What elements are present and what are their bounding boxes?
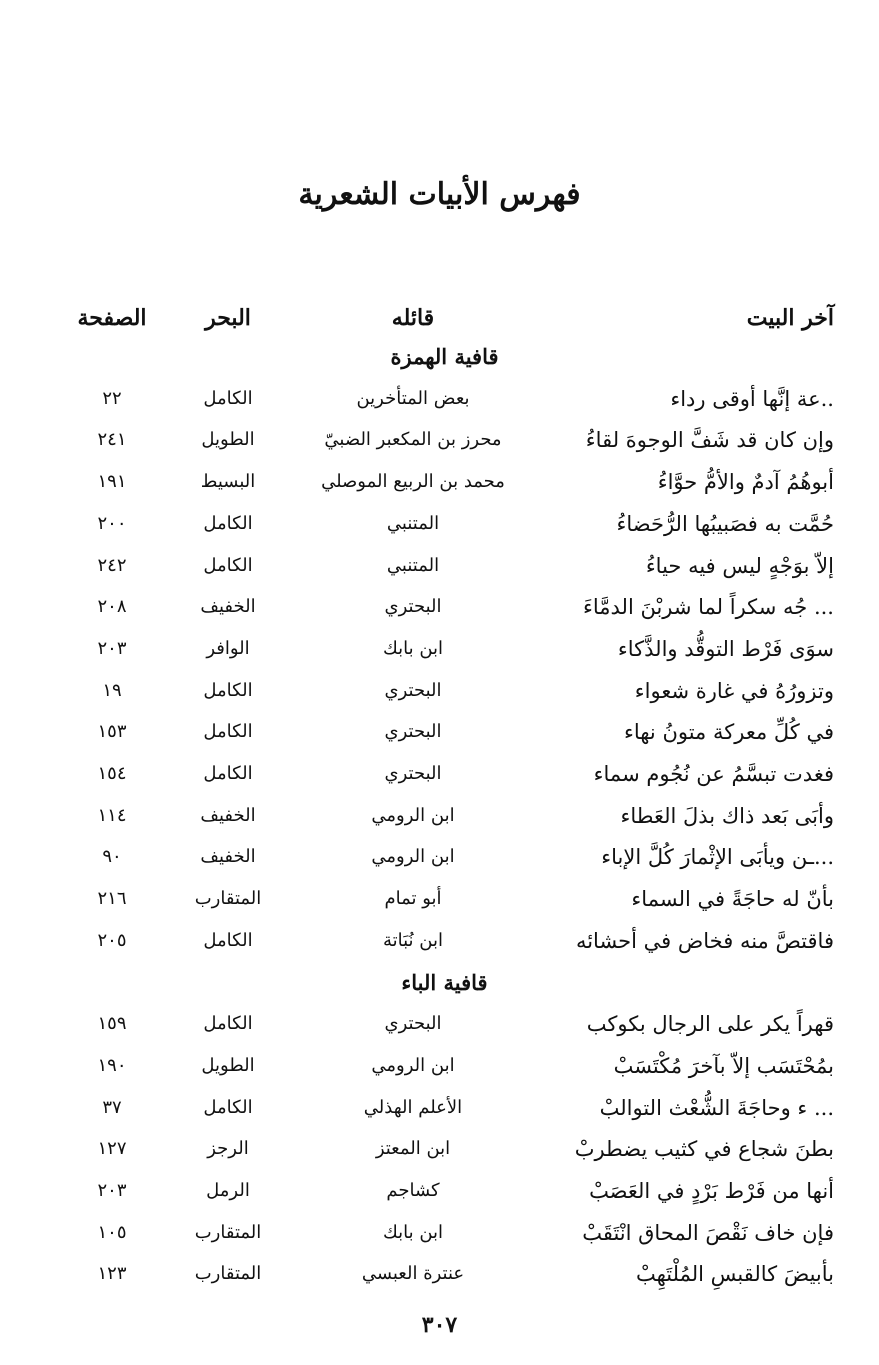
poet-name: بعض المتأخرين [356, 387, 470, 409]
poet-name: المتنبي [386, 554, 440, 576]
meter-name: الطويل [201, 429, 255, 451]
table-row [0, 629, 879, 669]
page-ref: ١٢٧ [97, 1138, 127, 1160]
table-row [0, 546, 879, 586]
verse-text: وتزورُهُ في غارة شعواء [634, 678, 834, 703]
verse-text: أنها من فَرْط بَرْدٍ في العَصَبْ [589, 1179, 834, 1203]
verse-text: قهراً يكر على الرجال بكوكب [586, 1012, 834, 1037]
table-row [0, 754, 879, 794]
table-row [0, 1129, 879, 1169]
poet-name: البحتري [384, 763, 442, 784]
poet-name: ابن الرومي [371, 804, 455, 826]
page-ref: ١٩ [102, 679, 122, 701]
table-row [0, 379, 879, 419]
header-verse: آخر البيت [746, 305, 834, 331]
poet-name: أبو تمام [384, 888, 442, 910]
page-ref: ٢٠٥ [97, 929, 127, 951]
meter-name: الخفيف [200, 846, 256, 868]
poet-name: البحتري [384, 721, 442, 743]
verse-text: فإن خاف نَقْصَ المحاق انْتَقَبْ [582, 1220, 834, 1245]
page-ref: ٢٠٣ [97, 637, 127, 659]
table-row [0, 462, 879, 502]
poet-name: ابن الرومي [371, 846, 455, 868]
table-row [0, 796, 879, 836]
verse-text: بمُحْتَسَب إلاّ بآخرَ مُكْتَسَبْ [613, 1053, 834, 1078]
verse-text: فاقتصَّ منه فخاض في أحشائه [575, 928, 834, 953]
verse-text: حُمَّت به فصَبيبُها الرُّحَضاءُ [616, 511, 834, 536]
verse-text: بأنّ له حاجَةً في السماء [631, 887, 834, 912]
poet-name: ابن بابك [382, 1221, 444, 1243]
section-heading [0, 337, 879, 377]
page-ref: ٢٢ [102, 387, 122, 409]
verse-text: بطنَ شجاع في كثيب يضطربْ [574, 1137, 834, 1162]
page-ref: ١١٤ [97, 804, 127, 826]
table-row [0, 1213, 879, 1253]
poet-name: عنترة العبسي [361, 1263, 465, 1285]
page-ref: ٣٧ [102, 1096, 122, 1118]
verse-text: ... ء وحاجَةَ الشُّعْث التوالبْ [599, 1095, 834, 1120]
poet-name: ابن الرومي [371, 1054, 455, 1076]
verse-text: سوَى فَرْط التوقُّد والذَّكاء [617, 636, 834, 661]
meter-name: المتقارب [194, 1263, 262, 1285]
page-ref: ٢٠٨ [97, 596, 127, 618]
verse-text: في كُلِّ معركة متونُ نهاء [623, 720, 834, 745]
page-ref: ١٢٣ [97, 1263, 127, 1285]
poet-name: محرز بن المكعبر الضبيّ [324, 429, 502, 451]
poet-name: الأعلم الهذلي [363, 1096, 463, 1118]
poet-name: محمد بن الربيع الموصلي [321, 471, 505, 493]
table-row [0, 1004, 879, 1044]
poet-name: المتنبي [386, 512, 440, 534]
meter-name: البسيط [200, 471, 256, 493]
poet-name: البحتري [384, 1013, 442, 1035]
table-row [0, 712, 879, 752]
page-ref: ١٥٣ [97, 721, 127, 743]
meter-name: المتقارب [194, 1221, 262, 1243]
page-ref: ٩٠ [102, 846, 122, 868]
meter-name: الكامل [203, 1013, 253, 1035]
meter-name: المتقارب [194, 888, 262, 910]
table-row [0, 1254, 879, 1294]
table-row [0, 671, 879, 711]
page-ref: ١٥٩ [97, 1013, 127, 1035]
header-meter: البحر [205, 305, 251, 331]
poet-name: ابن بابك [382, 637, 444, 659]
meter-name: الطويل [201, 1054, 255, 1076]
page-ref: ١٩١ [97, 471, 127, 493]
poet-name: البحتري [384, 679, 442, 701]
section-heading [0, 963, 879, 1003]
header-poet: قائله [391, 305, 435, 331]
page-ref: ٢٠٠ [97, 512, 127, 534]
table-row [0, 1171, 879, 1211]
table-row [0, 1046, 879, 1086]
section-label: قافية الباء [401, 969, 488, 995]
meter-name: الكامل [203, 512, 253, 534]
meter-name: الكامل [203, 387, 253, 409]
verse-text: ... جُه سكراً لما شربْنَ الدمَّاءَ [583, 595, 834, 620]
table-row [0, 504, 879, 544]
page-title: فهرس الأبيات الشعرية [298, 177, 581, 212]
verse-text: أبوهُمُ آدمٌ والأمُّ حوَّاءُ [657, 470, 834, 495]
meter-name: الكامل [203, 554, 253, 576]
meter-name: الخفيف [200, 596, 256, 618]
page-ref: ٢٤٢ [97, 554, 127, 576]
verse-text: وإن كان قد شَفَّ الوجوهَ لقاءُ [585, 428, 834, 453]
verse-text: فغدت تبسَّمُ عن نُجُوم سماء [593, 762, 834, 786]
meter-name: الكامل [203, 929, 253, 951]
table-row [0, 587, 879, 627]
meter-name: الكامل [203, 721, 253, 743]
page-ref: ١٥٤ [97, 763, 127, 784]
meter-name: الخفيف [200, 804, 256, 826]
section-label: قافية الهمزة [390, 344, 499, 369]
table-row [0, 837, 879, 877]
verse-text: وأبَى بَعد ذاك بذلَ العَطاء [620, 803, 834, 828]
poet-name: البحتري [384, 596, 442, 618]
meter-name: الوافر [206, 637, 250, 659]
meter-name: الكامل [203, 679, 253, 701]
table-row [0, 879, 879, 919]
page-ref: ٢٤١ [97, 429, 127, 451]
verse-text: إلاّ بوَجْهٍ ليس فيه حياءُ [645, 553, 834, 578]
poet-name: ابن المعتز [375, 1138, 451, 1160]
meter-name: الرمل [206, 1180, 250, 1201]
page-ref: ١٩٠ [97, 1054, 127, 1076]
page-ref: ١٠٥ [97, 1221, 127, 1243]
page-ref: ٢١٦ [97, 888, 127, 910]
meter-name: الكامل [203, 1096, 253, 1118]
page-number: ٣٠٧ [421, 1312, 458, 1338]
verse-text: بأبيضَ كالقبسِ المُلْتَهِبْ [636, 1262, 834, 1287]
poet-name: ابن نُبَاتة [382, 929, 444, 951]
table-row [0, 921, 879, 961]
verse-text: ...ـن ويأبَى الإثْمارَ كُلَّ الإباء [601, 845, 834, 870]
header-page: الصفحة [77, 305, 147, 331]
table-header [0, 298, 879, 338]
meter-name: الكامل [203, 763, 253, 784]
table-row [0, 1088, 879, 1128]
poet-name: كشاجم [386, 1180, 440, 1201]
verse-text: ..عة إنَّها أوقى رداء [670, 386, 834, 411]
page-ref: ٢٠٣ [97, 1180, 127, 1201]
table-row [0, 420, 879, 460]
meter-name: الرجز [207, 1138, 249, 1160]
